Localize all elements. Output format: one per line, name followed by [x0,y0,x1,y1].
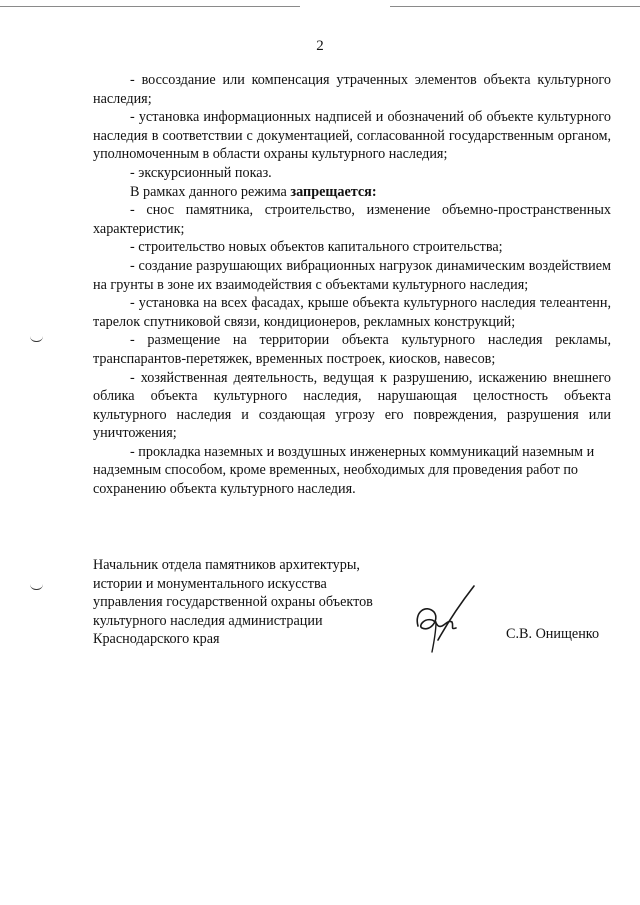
position-line: управления государственной охраны объектов [93,594,373,611]
position-line: культурного наследия администрации [93,612,323,629]
prohibition-intro [93,183,611,202]
signer-name: С.В. Онищенко [506,626,600,642]
page-number: 2 [316,38,324,54]
prohibition-intro-prefix: В рамках данного режима [130,183,291,200]
position-line: Краснодарского края [93,631,220,648]
list-item: - строительство новых объектов капитального строительства; [130,239,503,256]
signatory-position [93,556,373,649]
scan-top-rule [0,6,300,7]
margin-hole-mark [30,336,43,342]
scan-top-rule [390,6,640,7]
list-item: - установка на всех фасадах, крыше объекта культурного наследия телеантенн, тарелок спутниковой связи, кондиционеров, рекламных конструкций; [93,295,611,330]
margin-hole-mark [30,584,43,590]
position-line: истории и монументального искусства [93,575,327,592]
list-item: - прокладка наземных и воздушных инженерных коммуникаций наземным и надземным способом, кроме временных, необходимых для проведения работ по сохранению объекта культурного наследия. [93,443,595,498]
list-item: - экскурсионный показ. [130,164,272,181]
list-item: - создание разрушающих вибрационных нагрузок динамическим воздействием на грунты в зоне их взаимодействия с объектами культурного наследия; [93,257,611,293]
prohibition-intro-emphasis: запрещается: [290,183,377,200]
position-line: Начальник отдела памятников архитектуры, [93,557,360,573]
list-item: - хозяйственная деятельность, ведущая к разрушению, искажению внешнего облика объекта культурного наследия, нарушающая целостность объекта культурного наследия и создающая угрозу его повреждения, разрушения или уничтожения; [93,369,611,442]
list-item: - установка информационных надписей и обозначений об объекте культурного наследия в соответствии с документацией, согласованной государственным органом, уполномоченным в области охраны культурного наследия; [93,109,611,163]
document-body [93,71,611,499]
handwritten-signature [412,582,482,654]
list-item: - снос памятника, строительство, изменение объемно-пространственных характеристик; [93,202,611,237]
list-item: - размещение на территории объекта культурного наследия рекламы, транспарантов-перетяжек, временных построек, киосков, навесов; [93,332,611,367]
list-item: - воссоздание или компенсация утраченных элементов объекта культурного наследия; [93,72,611,107]
